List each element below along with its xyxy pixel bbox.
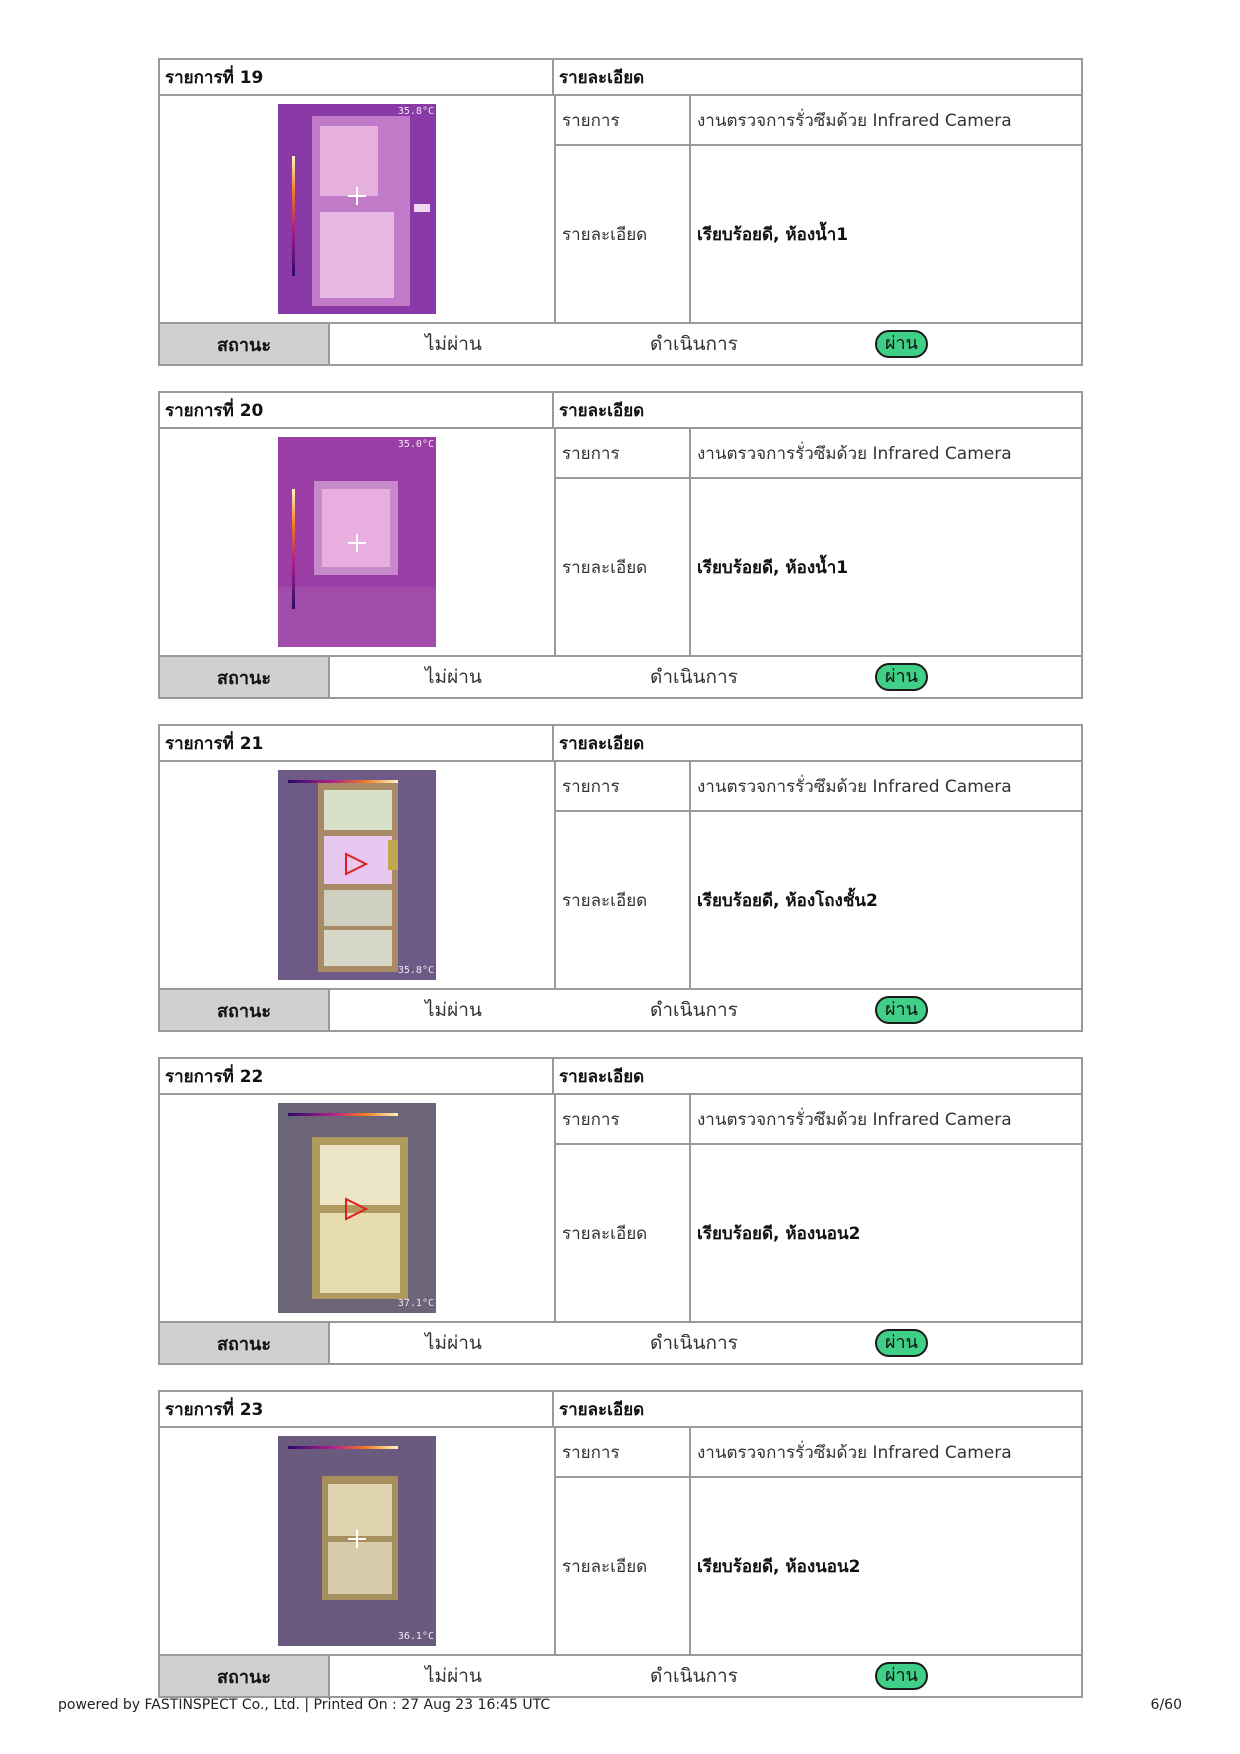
thermal-image <box>278 1103 436 1313</box>
item-value: งานตรวจการรั่วซึมด้วย Infrared Camera <box>697 1109 1012 1130</box>
status-option-fail[interactable]: ไม่ผ่าน <box>425 1665 482 1687</box>
thermal-image-cell <box>160 1428 556 1654</box>
item-title: รายการที่ 23 <box>160 1392 554 1426</box>
thermal-reading: 36.1°C <box>397 1631 434 1642</box>
detail-label: รายละเอียด <box>556 479 691 655</box>
item-label: รายการ <box>556 429 691 477</box>
item-value: งานตรวจการรั่วซึมด้วย Infrared Camera <box>697 110 1012 131</box>
status-option-fail[interactable]: ไม่ผ่าน <box>425 666 482 688</box>
item-label: รายการ <box>556 1428 691 1476</box>
thermal-image-cell <box>160 429 556 655</box>
detail-value: เรียบร้อยดี, ห้องนอน2 <box>697 1556 861 1577</box>
status-option-in-progress[interactable]: ดำเนินการ <box>650 999 738 1021</box>
status-badge: ผ่าน <box>875 996 928 1024</box>
thermal-reading: 37.1°C <box>397 1298 434 1309</box>
status-badge: ผ่าน <box>875 1662 928 1690</box>
thermal-image-cell <box>160 96 556 322</box>
inspection-item-22 <box>158 1057 1083 1365</box>
detail-value: เรียบร้อยดี, ห้องน้ำ1 <box>697 224 849 245</box>
item-title: รายการที่ 20 <box>160 393 554 427</box>
thermal-image <box>278 1436 436 1646</box>
status-option-pass[interactable] <box>875 657 928 697</box>
detail-value: เรียบร้อยดี, ห้องน้ำ1 <box>697 557 849 578</box>
status-option-pass[interactable] <box>875 324 928 364</box>
detail-header: รายละเอียด <box>559 733 645 754</box>
thermal-image <box>278 104 436 314</box>
inspection-item-21 <box>158 724 1083 1032</box>
status-option-pass[interactable] <box>875 1656 928 1696</box>
item-label: รายการ <box>556 1095 691 1143</box>
item-title: รายการที่ 21 <box>160 726 554 760</box>
footer-text: powered by FASTINSPECT Co., Ltd. | Printed On : 27 Aug 23 16:45 UTC <box>58 1697 551 1713</box>
detail-label: รายละเอียด <box>556 1478 691 1654</box>
status-option-in-progress[interactable]: ดำเนินการ <box>650 1665 738 1687</box>
detail-label: รายละเอียด <box>556 1145 691 1321</box>
inspection-item-20 <box>158 391 1083 699</box>
status-row <box>158 1323 1083 1365</box>
inspection-item-23 <box>158 1390 1083 1698</box>
status-label: สถานะ <box>160 1323 330 1363</box>
detail-header: รายละเอียด <box>559 1399 645 1420</box>
item-value: งานตรวจการรั่วซึมด้วย Infrared Camera <box>697 776 1012 797</box>
status-badge: ผ่าน <box>875 330 928 358</box>
status-label: สถานะ <box>160 657 330 697</box>
status-label: สถานะ <box>160 1656 330 1696</box>
item-value: งานตรวจการรั่วซึมด้วย Infrared Camera <box>697 443 1012 464</box>
status-row <box>158 1656 1083 1698</box>
item-value: งานตรวจการรั่วซึมด้วย Infrared Camera <box>697 1442 1012 1463</box>
status-badge: ผ่าน <box>875 1329 928 1357</box>
detail-label: รายละเอียด <box>556 146 691 322</box>
thermal-image <box>278 770 436 980</box>
status-option-fail[interactable]: ไม่ผ่าน <box>425 1332 482 1354</box>
status-option-in-progress[interactable]: ดำเนินการ <box>650 1332 738 1354</box>
status-row <box>158 990 1083 1032</box>
inspection-item-19 <box>158 58 1083 366</box>
page-number: 6/60 <box>1150 1697 1182 1713</box>
status-row <box>158 657 1083 699</box>
status-label: สถานะ <box>160 324 330 364</box>
page-footer <box>58 1697 1182 1713</box>
detail-header: รายละเอียด <box>559 1066 645 1087</box>
status-option-pass[interactable] <box>875 1323 928 1363</box>
status-option-in-progress[interactable]: ดำเนินการ <box>650 333 738 355</box>
thermal-image-cell <box>160 762 556 988</box>
status-badge: ผ่าน <box>875 663 928 691</box>
detail-header: รายละเอียด <box>559 67 645 88</box>
thermal-image <box>278 437 436 647</box>
thermal-reading: 35.8°C <box>397 106 434 117</box>
thermal-image-cell <box>160 1095 556 1321</box>
status-option-in-progress[interactable]: ดำเนินการ <box>650 666 738 688</box>
thermal-reading: 35.0°C <box>397 439 434 450</box>
detail-value: เรียบร้อยดี, ห้องนอน2 <box>697 1223 861 1244</box>
item-label: รายการ <box>556 762 691 810</box>
status-option-fail[interactable]: ไม่ผ่าน <box>425 333 482 355</box>
status-label: สถานะ <box>160 990 330 1030</box>
item-title: รายการที่ 22 <box>160 1059 554 1093</box>
item-title: รายการที่ 19 <box>160 60 554 94</box>
detail-header: รายละเอียด <box>559 400 645 421</box>
detail-label: รายละเอียด <box>556 812 691 988</box>
detail-value: เรียบร้อยดี, ห้องโถงชั้น2 <box>697 890 878 911</box>
item-label: รายการ <box>556 96 691 144</box>
status-option-pass[interactable] <box>875 990 928 1030</box>
status-option-fail[interactable]: ไม่ผ่าน <box>425 999 482 1021</box>
thermal-reading: 35.8°C <box>397 965 434 976</box>
status-row <box>158 324 1083 366</box>
